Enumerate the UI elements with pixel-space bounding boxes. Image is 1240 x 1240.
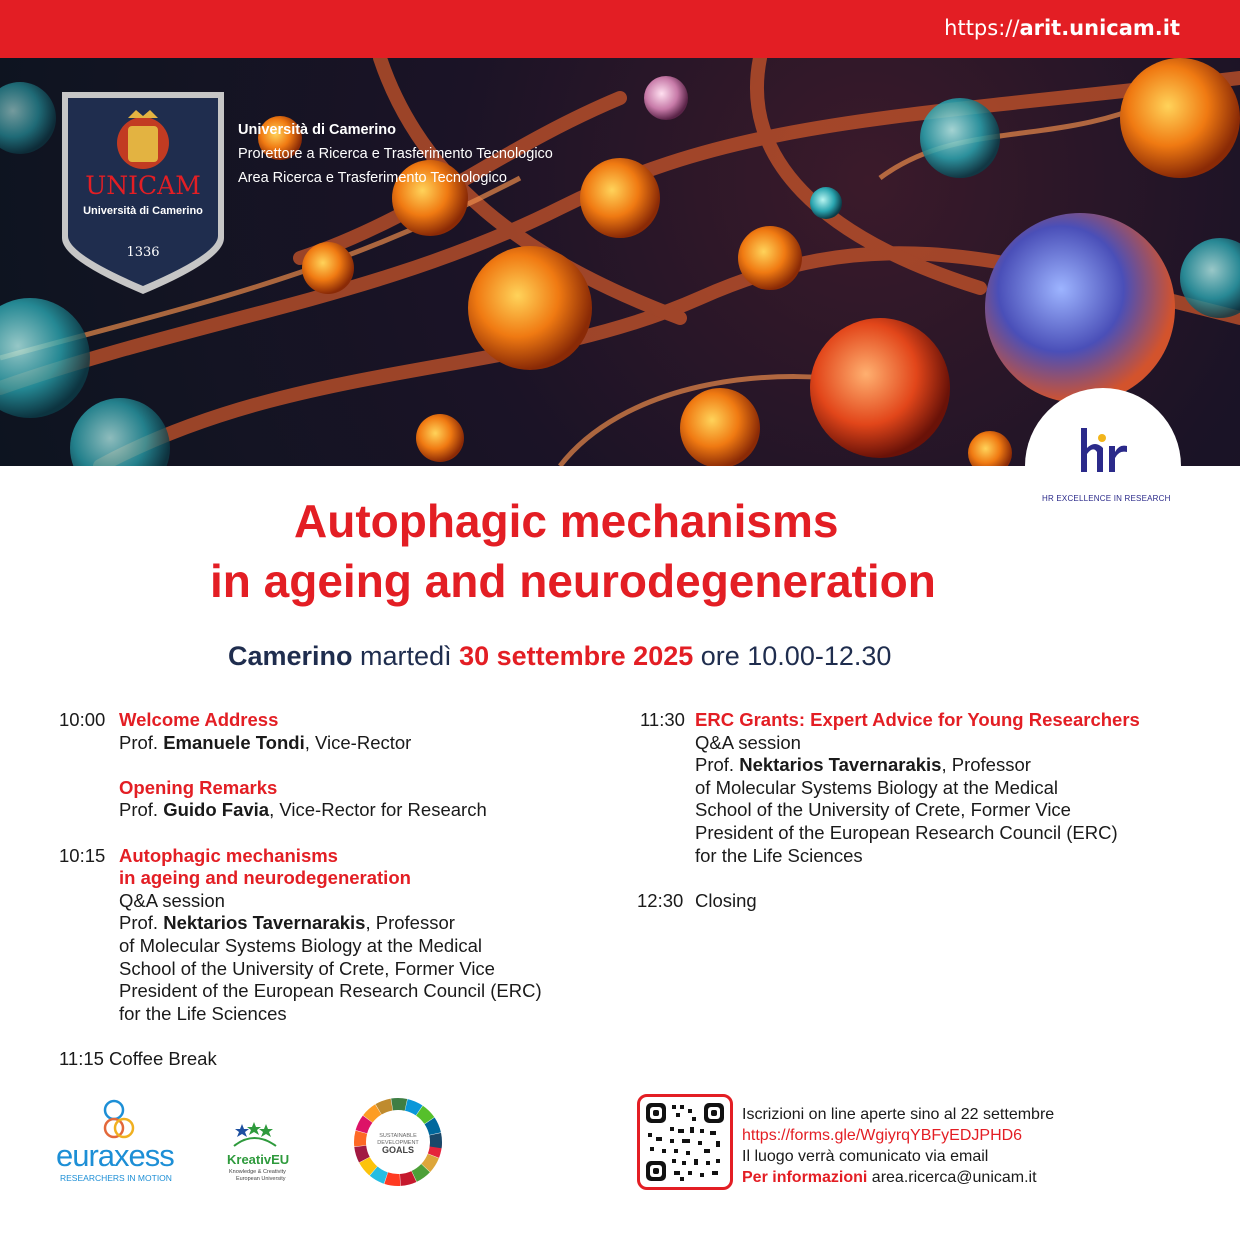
hr-excellence-badge (1025, 388, 1181, 544)
kreativeu-wordmark: KreativEU (227, 1152, 290, 1167)
website-url[interactable]: https://arit.unicam.it (944, 16, 1180, 40)
sdg-wheel-logo (360, 1104, 436, 1180)
event-city: Camerino (228, 641, 353, 671)
contact-email[interactable]: area.ricerca@unicam.it (867, 1169, 1037, 1186)
registration-deadline: Iscrizioni on line aperte sino al 22 settembre (742, 1106, 1055, 1123)
partner-logos (56, 1098, 456, 1188)
program-item-erc (637, 709, 1197, 867)
euraxess-logo (56, 1101, 174, 1183)
program-speaker-bio: of Molecular Systems Biology at the Medical (119, 934, 482, 956)
venue-note: Il luogo verrà comunicato via email (742, 1148, 989, 1165)
euraxess-tagline: RESEARCHERS IN MOTION (60, 1173, 172, 1183)
institution-area: Area Ricerca e Trasferimento Tecnologico (238, 170, 507, 186)
program-item-keynote (59, 845, 619, 1026)
program-time: 10:00 (59, 709, 106, 730)
hr-badge-caption: HR EXCELLENCE IN RESEARCH (1042, 494, 1171, 503)
contact-info (742, 1167, 1054, 1188)
event-time: ore 10.00-12.30 (693, 641, 892, 671)
program-speaker: Prof. Nektarios Tavernarakis, Professor (695, 754, 1031, 776)
registration-link[interactable]: https://forms.gle/WgiyrqYBFyEDJPHD6 (742, 1127, 1023, 1144)
kreativeu-tagline-2: European University (236, 1176, 286, 1182)
program-item-opening (59, 777, 619, 822)
program-session-title: ERC Grants: Expert Advice for Young Researchers (695, 709, 1140, 730)
program-qa: Q&A session (695, 731, 801, 753)
program-time: 11:30 (640, 709, 685, 730)
shield-title: UNICAM (85, 171, 201, 200)
program-coffee-break: 11:15 Coffee Break (59, 1047, 217, 1069)
program-speaker: Prof. Guido Favia, Vice-Rector for Research (119, 799, 487, 821)
program-right-column (637, 709, 1197, 912)
unicam-shield-logo (58, 88, 228, 298)
registration-info (742, 1104, 1054, 1188)
program-speaker: Prof. Nektarios Tavernarakis, Professor (119, 912, 455, 934)
program-left-column (59, 709, 619, 1071)
sdg-text-2: DEVELOPMENT (377, 1140, 419, 1146)
program-qa: Q&A session (119, 889, 225, 911)
hr-logo-icon (1077, 426, 1129, 476)
contact-label: Per informazioni (742, 1169, 868, 1186)
sdg-text-1: SUSTAINABLE (379, 1133, 417, 1139)
event-dateline (228, 641, 891, 672)
event-weekday: martedì (352, 641, 460, 671)
program-time: 12:30 (637, 889, 684, 911)
program-speaker-bio: School of the University of Crete, Former Vice (695, 799, 1071, 821)
program-item-welcome (59, 709, 619, 754)
program-session-title-cont: in ageing and neurodegeneration (119, 867, 411, 889)
institution-name: Università di Camerino (238, 122, 396, 138)
program-session-title: Autophagic mechanisms (119, 844, 338, 866)
event-title-line-2: in ageing and neurodegeneration (210, 555, 936, 607)
top-bar (0, 0, 1240, 58)
program-speaker-bio: of Molecular Systems Biology at the Medical (695, 776, 1058, 798)
event-date: 30 settembre 2025 (459, 641, 694, 671)
shield-year: 1336 (126, 245, 160, 260)
program-speaker-bio: President of the European Research Council (ERC) (119, 980, 542, 1002)
program-time: 10:15 (59, 844, 106, 866)
sdg-text-3: GOALS (381, 1145, 415, 1155)
program-speaker-bio: President of the European Research Council (ERC) (695, 821, 1118, 843)
program-speaker-bio: School of the University of Crete, Former Vice (119, 957, 495, 979)
euraxess-wordmark: euraxess (56, 1138, 174, 1173)
program-speaker: Prof. Emanuele Tondi, Vice-Rector (119, 731, 412, 753)
institution-office: Prorettore a Ricerca e Trasferimento Tecnologico (238, 146, 553, 162)
institution-text (238, 118, 553, 190)
qr-code[interactable] (637, 1094, 733, 1190)
program-session-title: Closing (695, 889, 757, 911)
kreativeu-logo (227, 1122, 289, 1182)
program-session-title: Opening Remarks (119, 776, 278, 798)
kreativeu-tagline-1: Knowledge & Creativity (229, 1169, 286, 1175)
program-session-title: Welcome Address (119, 709, 279, 730)
shield-subtitle: Università di Camerino (83, 205, 203, 217)
program-item-closing (637, 890, 1197, 913)
program-speaker-bio: for the Life Sciences (695, 844, 863, 866)
event-title-line-1: Autophagic mechanisms (294, 495, 839, 547)
qr-code-icon (640, 1097, 730, 1187)
program-speaker-bio: for the Life Sciences (119, 1002, 287, 1024)
